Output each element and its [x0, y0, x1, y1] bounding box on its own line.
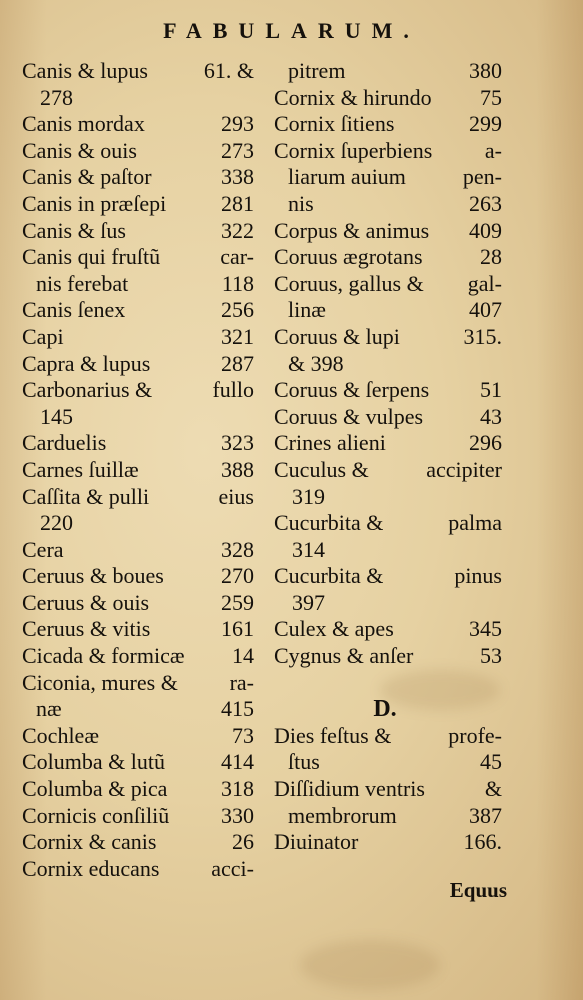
index-entry	[22, 537, 254, 564]
entry-number: 387	[469, 802, 502, 828]
index-entry	[274, 191, 502, 218]
entry-number	[248, 85, 254, 112]
entry-number: 270	[221, 563, 254, 589]
entry-number: profe-	[448, 722, 502, 748]
entry-text: Cucurbita &	[274, 510, 384, 536]
index-entry	[274, 324, 502, 351]
entry-number: 322	[221, 217, 254, 243]
index-entry	[274, 537, 502, 564]
entry-text: Cochleæ	[22, 722, 99, 748]
entry-number: 414	[221, 749, 254, 775]
entry-text: Capra & lupus	[22, 350, 151, 376]
entry-text: Corpus & animus	[274, 217, 430, 243]
entry-number: 407	[469, 297, 502, 323]
index-entry	[274, 138, 502, 165]
index-entry	[274, 271, 502, 298]
index-entry	[22, 829, 254, 856]
index-entry	[22, 244, 254, 271]
entry-text: Columba & pica	[22, 776, 168, 802]
entry-number: 166.	[463, 829, 502, 855]
index-entry	[274, 351, 502, 378]
index-entry	[274, 803, 502, 830]
index-entry	[274, 616, 502, 643]
index-entry	[22, 58, 254, 85]
entry-text: Carnes ſuillæ	[22, 456, 139, 482]
index-entry	[22, 856, 254, 883]
entry-number	[496, 351, 502, 378]
index-entry	[274, 590, 502, 617]
entry-text: & 398	[288, 350, 344, 376]
entry-text: Cornix educans	[22, 855, 160, 881]
entry-number: 26	[232, 829, 254, 855]
index-entry	[274, 297, 502, 324]
entry-number: 28	[480, 244, 502, 270]
entry-number: 53	[480, 643, 502, 669]
entry-number: 43	[480, 403, 502, 429]
entry-text: 220	[40, 510, 73, 536]
index-entry	[274, 776, 502, 803]
entry-text: Cornicis conſiliũ	[22, 802, 170, 828]
entry-number	[496, 484, 502, 511]
entry-text: 319	[292, 483, 325, 509]
entry-number: 415	[221, 696, 254, 722]
index-entry	[274, 164, 502, 191]
entry-number: 287	[221, 350, 254, 376]
index-entry	[22, 191, 254, 218]
entry-text: Canis & ſus	[22, 217, 126, 243]
index-entry	[274, 829, 502, 856]
entry-text: Culex & apes	[274, 616, 394, 642]
entry-text: næ	[36, 696, 62, 722]
entry-number: 256	[221, 297, 254, 323]
index-entry	[274, 85, 502, 112]
index-entry	[274, 484, 502, 511]
entry-text: D.	[373, 696, 397, 723]
entry-text: Cornix ſuperbiens	[274, 137, 433, 163]
entry-number: 161	[221, 616, 254, 642]
index-entry	[22, 484, 254, 511]
entry-number	[496, 670, 502, 697]
entry-number: 409	[469, 217, 502, 243]
entry-number: 61. &	[203, 58, 254, 83]
index-entry	[22, 138, 254, 165]
entry-number: pen-	[462, 164, 502, 190]
index-entry	[22, 563, 254, 590]
entry-text: Cuculus &	[274, 456, 369, 482]
entry-text: Coruus, gallus &	[274, 270, 424, 296]
entry-number	[397, 696, 403, 723]
entry-text: Dies feſtus &	[274, 722, 392, 748]
entry-text: Cygnus & anſer	[274, 643, 414, 669]
entry-text: linæ	[288, 297, 326, 323]
entry-text: Carbonarius &	[22, 377, 153, 403]
entry-number: a-	[484, 137, 502, 163]
entry-text: Diſſidium ventris	[274, 776, 425, 802]
index-entry	[22, 457, 254, 484]
entry-text: Ceruus & ouis	[22, 589, 150, 615]
entry-number: gal-	[467, 270, 502, 296]
entry-number: 315.	[463, 323, 502, 349]
index-entry	[22, 164, 254, 191]
entry-text: Carduelis	[22, 430, 107, 456]
section-letter	[274, 696, 502, 723]
entry-number: accipiter	[426, 456, 502, 482]
entry-text: Canis ſenex	[22, 297, 126, 323]
index-entry	[274, 218, 502, 245]
entry-text: Cornix & canis	[22, 829, 157, 855]
entry-text: Cucurbita &	[274, 563, 384, 589]
stain	[300, 940, 440, 990]
entry-number: 323	[221, 430, 254, 456]
entry-number: 330	[221, 802, 254, 828]
entry-text: Crines alieni	[274, 430, 386, 456]
entry-number: 263	[469, 190, 502, 216]
entry-number: car-	[220, 244, 254, 270]
entry-text: Cera	[22, 536, 64, 562]
index-entry	[22, 590, 254, 617]
entry-number: &	[484, 776, 502, 802]
entry-number: 281	[221, 190, 254, 216]
index-entry	[274, 430, 502, 457]
entry-text: Canis mordax	[22, 111, 145, 137]
entry-text: nis ferebat	[36, 270, 129, 296]
index-entry	[22, 696, 254, 723]
entry-number	[248, 510, 254, 537]
entry-text: pitrem	[288, 58, 346, 83]
index-entry	[22, 670, 254, 697]
entry-number: palma	[448, 510, 502, 536]
entry-text: 278	[40, 84, 73, 110]
entry-text: nis	[288, 190, 314, 216]
index-column-right	[274, 58, 502, 856]
entry-text: membrorum	[288, 802, 397, 828]
entry-text: Cornix ſitiens	[274, 111, 395, 137]
catchword: Equus	[449, 878, 507, 902]
index-entry	[22, 351, 254, 378]
entry-text: Canis qui fruſtũ	[22, 244, 161, 270]
entry-text: Columba & lutũ	[22, 749, 165, 775]
index-entry	[274, 58, 502, 85]
index-entry	[274, 111, 502, 138]
entry-number	[248, 404, 254, 431]
index-entry	[22, 111, 254, 138]
index-entry	[22, 430, 254, 457]
index-entry	[22, 616, 254, 643]
entry-number: 388	[221, 456, 254, 482]
entry-text: Caſſita & pulli	[22, 483, 150, 509]
index-entry	[22, 723, 254, 750]
index-entry	[22, 776, 254, 803]
index-entry	[274, 510, 502, 537]
entry-number: eius	[218, 483, 254, 509]
entry-number: 321	[221, 323, 254, 349]
entry-text: 397	[292, 589, 325, 615]
page-header: FABULARUM.	[163, 18, 420, 43]
index-entry	[274, 457, 502, 484]
index-entry	[22, 510, 254, 537]
entry-number: pinus	[454, 563, 502, 589]
entry-text: Capi	[22, 323, 64, 349]
entry-number: ra-	[229, 669, 254, 695]
entry-number: 345	[469, 616, 502, 642]
index-entry	[274, 404, 502, 431]
entry-number: 296	[469, 430, 502, 456]
index-entry	[22, 749, 254, 776]
index-entry	[22, 377, 254, 404]
entry-number	[496, 590, 502, 617]
entry-number: acci-	[211, 855, 254, 881]
index-entry	[274, 723, 502, 750]
entry-text: 145	[40, 403, 73, 429]
entry-text: Diuinator	[274, 829, 359, 855]
entry-number: 51	[480, 377, 502, 403]
index-entry	[22, 297, 254, 324]
entry-number: 273	[221, 137, 254, 163]
entry-number: 45	[480, 749, 502, 775]
index-entry	[22, 218, 254, 245]
entry-number	[496, 537, 502, 564]
index-entry	[22, 803, 254, 830]
entry-number: 318	[221, 776, 254, 802]
entry-number: 14	[232, 643, 254, 669]
index-entry	[22, 324, 254, 351]
index-entry	[274, 563, 502, 590]
entry-text: Ceruus & boues	[22, 563, 164, 589]
entry-number: 299	[469, 111, 502, 137]
entry-text: Canis & lupus	[22, 58, 148, 83]
entry-text: Canis in præſepi	[22, 190, 167, 216]
entry-text: 314	[292, 536, 325, 562]
entry-number: 259	[221, 589, 254, 615]
index-entry	[22, 643, 254, 670]
index-entry	[22, 85, 254, 112]
entry-number: 118	[221, 270, 254, 296]
entry-text: Cicada & formicæ	[22, 643, 185, 669]
entry-number: 338	[221, 164, 254, 190]
entry-text: Coruus & vulpes	[274, 403, 424, 429]
entry-text: Canis & ouis	[22, 137, 137, 163]
index-entry	[274, 643, 502, 670]
entry-text: Cornix & hirundo	[274, 84, 432, 110]
entry-number: 380	[469, 58, 502, 83]
entry-number: fullo	[212, 377, 254, 403]
entry-text: Ceruus & vitis	[22, 616, 151, 642]
entry-number: 75	[480, 84, 502, 110]
index-entry	[22, 271, 254, 298]
entry-text: Ciconia, mures &	[22, 669, 178, 695]
entry-text: liarum auium	[288, 164, 406, 190]
index-column-left	[22, 58, 254, 882]
entry-text: Canis & paſtor	[22, 164, 152, 190]
entry-text: Coruus ægrotans	[274, 244, 423, 270]
entry-text: ſtus	[288, 749, 320, 775]
entry-number: 328	[221, 536, 254, 562]
entry-number: 73	[232, 722, 254, 748]
index-entry	[274, 377, 502, 404]
index-entry	[274, 244, 502, 271]
index-entry	[274, 670, 502, 697]
entry-text: Coruus & ſerpens	[274, 377, 430, 403]
index-entry	[274, 749, 502, 776]
entry-text: Coruus & lupi	[274, 323, 400, 349]
entry-number: 293	[221, 111, 254, 137]
index-entry	[22, 404, 254, 431]
